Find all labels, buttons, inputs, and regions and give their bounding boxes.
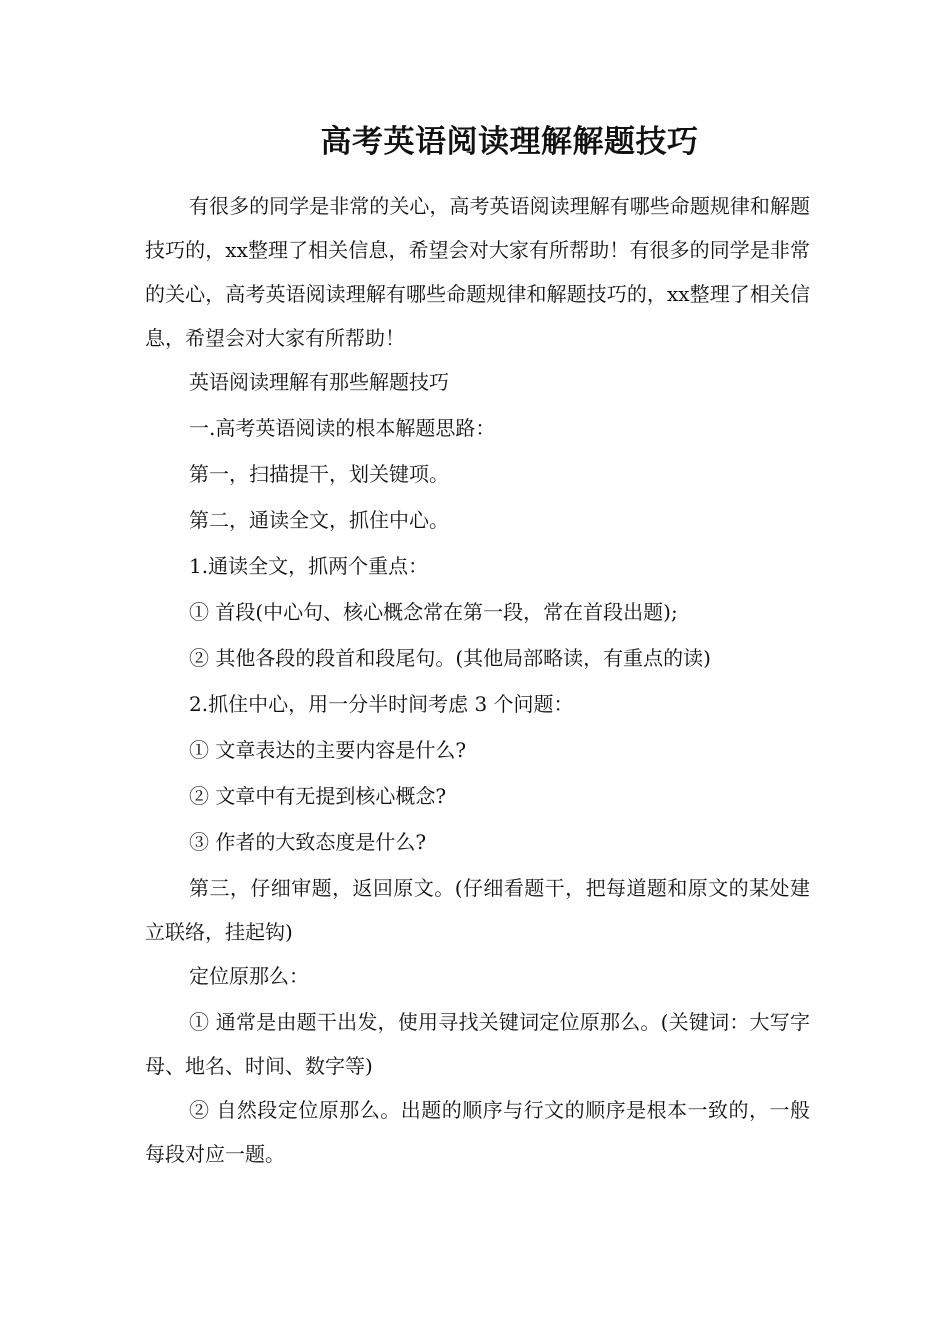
paragraph-point-2: 2.抓住中心，用一分半时间考虑 3 个问题： xyxy=(189,692,574,716)
paragraph-point-2-c: ③ 作者的大致态度是什么? xyxy=(189,830,427,854)
paragraph-heading-tips: 英语阅读理解有那些解题技巧 xyxy=(189,370,449,394)
paragraph-locate-a: ① 通常是由题干出发，使用寻找关键词定位原那么。(关键词：大写字母、地名、时间、数字等) xyxy=(145,1010,810,1078)
paragraph-locate-b: ② 自然段定位原那么。出题的顺序与行文的顺序是根本一致的，一般每段对应一题。 xyxy=(145,1098,810,1166)
document-title: 高考英语阅读理解解题技巧 xyxy=(320,124,699,160)
paragraph-point-2-b: ② 文章中有无提到核心概念? xyxy=(189,784,447,808)
paragraph-point-1: 1.通读全文，抓两个重点： xyxy=(189,554,429,578)
paragraph-step-three: 第三，仔细审题，返回原文。(仔细看题干，把每道题和原文的某处建立联络，挂起钩) xyxy=(145,876,810,944)
paragraph-point-1-b: ② 其他各段的段首和段尾句。(其他局部略读，有重点的读) xyxy=(189,646,711,670)
paragraph-intro: 有很多的同学是非常的关心，高考英语阅读理解有哪些命题规律和解题技巧的，xx整理了相关信息，希望会对大家有所帮助！有很多的同学是非常的关心，高考英语阅读理解有哪些命题规律和解题技巧的，xx整理了相关信息，希望会对大家有所帮助！ xyxy=(145,194,810,350)
paragraph-point-1-a: ① 首段(中心句、核心概念常在第一段，常在首段出题); xyxy=(189,600,678,624)
paragraph-point-2-a: ① 文章表达的主要内容是什么? xyxy=(189,738,467,762)
paragraph-step-two: 第二，通读全文，抓住中心。 xyxy=(189,508,449,532)
document-page xyxy=(145,118,810,1176)
paragraph-section-one: 一.高考英语阅读的根本解题思路： xyxy=(189,416,496,440)
paragraph-step-one: 第一，扫描提干，划关键项。 xyxy=(189,462,449,486)
paragraph-locate-principle: 定位原那么： xyxy=(189,964,309,988)
